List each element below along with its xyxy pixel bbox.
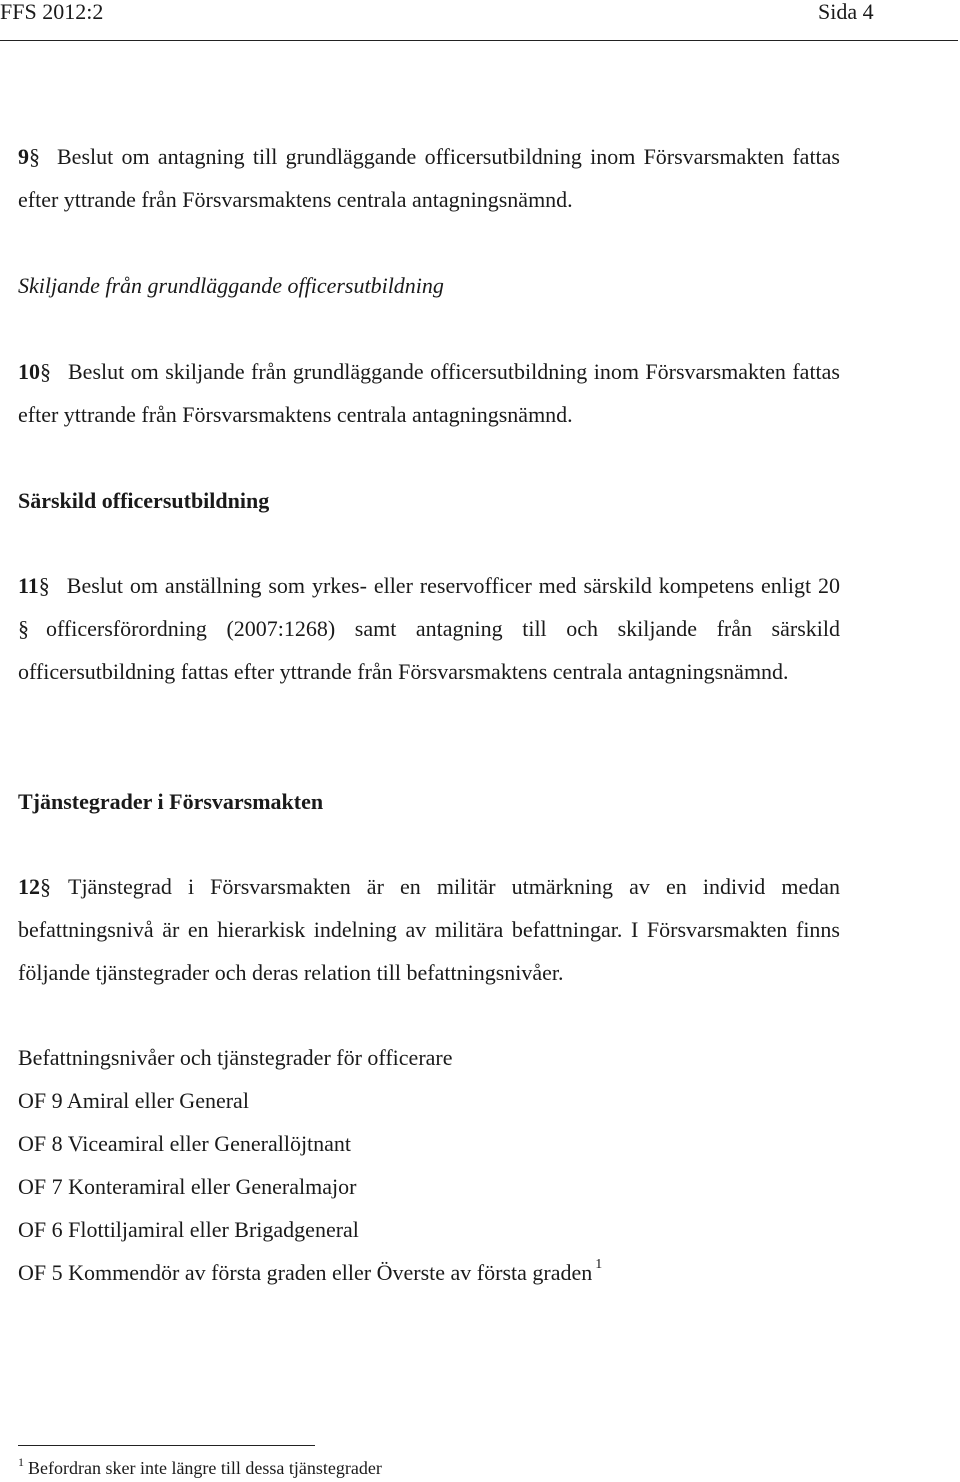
paragraph-12 (18, 866, 840, 994)
list-item-text: OF 5 Kommendör av första graden eller Överste av första graden (18, 1260, 593, 1285)
footnote (18, 1455, 382, 1479)
page-number: Sida 4 (818, 0, 874, 24)
footnote-reference[interactable]: 1 (595, 1257, 603, 1272)
footnote-text: Befordran sker inte längre till dessa tjänstegrader (28, 1458, 382, 1478)
list-item: OF 7 Konteramiral eller Generalmajor (18, 1174, 357, 1199)
section-sign-icon: § (18, 615, 29, 641)
section-sign-icon: § (38, 573, 50, 598)
list-item: OF 8 Viceamiral eller Generallöjtnant (18, 1131, 352, 1156)
paragraph-text-part1: Beslut om anställning som yrkes- eller reservofficer med särskild kompetens enligt 20 (66, 573, 840, 598)
paragraph-number: 11 (18, 573, 39, 598)
paragraph-number: 12 (18, 874, 40, 899)
list-item (18, 1257, 603, 1286)
paragraph-9 (18, 136, 840, 222)
heading-skiljande: Skiljande från grundläggande officersutbildning (18, 273, 444, 298)
document-id: FFS 2012:2 (0, 0, 104, 24)
heading-tjanstegrader: Tjänstegrader i Försvarsmakten (18, 789, 324, 814)
paragraph-number: 10 (18, 359, 40, 384)
footnote-marker: 1 (18, 1455, 24, 1469)
footnote-divider (18, 1445, 315, 1446)
paragraph-10 (18, 351, 840, 437)
page-header (0, 0, 960, 24)
paragraph-11 (18, 565, 840, 693)
list-item: OF 6 Flottiljamiral eller Brigadgeneral (18, 1217, 359, 1242)
ranks-title: Befattningsnivåer och tjänstegrader för officerare (18, 1045, 453, 1070)
section-sign-icon: § (29, 144, 40, 169)
list-item: OF 9 Amiral eller General (18, 1088, 249, 1113)
heading-sarskild: Särskild officersutbildning (18, 488, 270, 513)
paragraph-number: 9 (18, 144, 29, 169)
paragraph-text: Beslut om skiljande från grundläggande officersutbildning inom Försvarsmakten fattas efter yttrande från Försvarsmaktens centrala antagningsnämnd. (18, 359, 840, 427)
section-sign-icon: § (40, 874, 51, 899)
paragraph-text: Beslut om antagning till grundläggande officersutbildning inom Försvarsmakten fattas efter yttrande från Försvarsmaktens centrala antagningsnämnd. (18, 144, 840, 212)
paragraph-text-part2: officersförordning (2007:1268) samt antagning till och skiljande från särskild officersutbildning fattas efter yttrande från Försvarsmaktens centrala antagningsnämnd. (18, 615, 840, 684)
paragraph-text: Tjänstegrad i Försvarsmakten är en militär utmärkning av en individ medan befattningsnivå är en hierarkisk indelning av militära befattningar. I Försvarsmakten finns följande tjänstegrader och deras relation till befattningsnivåer. (18, 874, 840, 985)
section-sign-icon: § (40, 359, 51, 384)
header-divider (0, 40, 958, 41)
